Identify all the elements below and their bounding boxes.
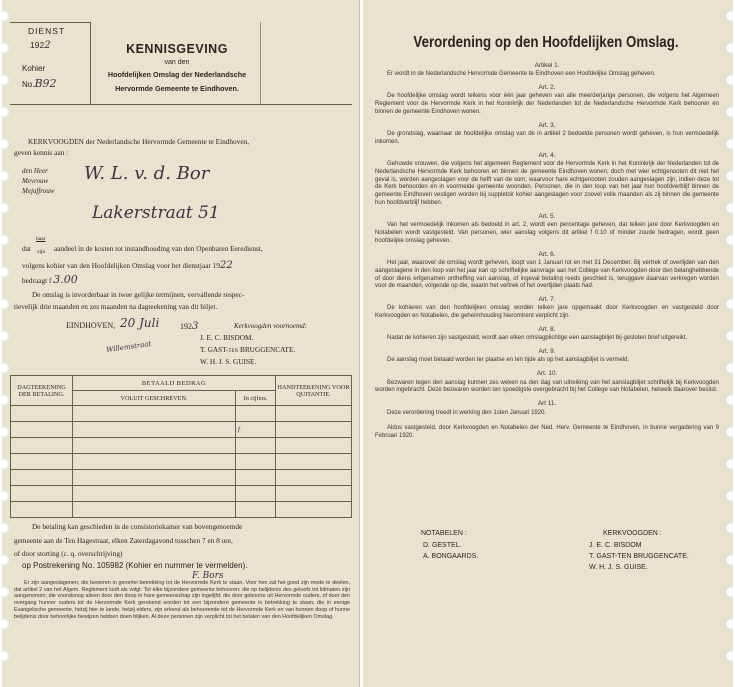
- kohier-label: Kohier: [22, 64, 46, 73]
- article-heading: Art. 10.: [536, 370, 558, 378]
- table-cell[interactable]: [236, 438, 276, 454]
- intro-line-2: geven kennis aan :: [14, 148, 69, 157]
- article-text: Nadat de kohieren zijn vastgesteld, wordt aan elken omslagplichtige een aanslagbiljet bij gesloten brief uitgereikt.: [387, 335, 688, 342]
- kerkvoogden-voornoemd: Kerkvoogden voornoemd:: [234, 322, 307, 330]
- salutation-mejuffrouw: Mejuffrouw: [22, 187, 55, 195]
- article: [375, 348, 719, 365]
- table-cell[interactable]: [73, 486, 236, 502]
- punch-hole: [725, 234, 733, 246]
- col-handteekening: HANDTEEKENING VOOR QUITANTIE.: [276, 376, 352, 406]
- article: [375, 62, 719, 79]
- divider: [10, 104, 352, 105]
- kerkvoogd-guise: W. H. J. S. GUISE.: [589, 564, 648, 571]
- punch-hole: [2, 298, 10, 310]
- col-dagteekening: DAGTEEKENING DER BETALING.: [11, 376, 73, 406]
- notabel-bongaards: A. BONGAARDS.: [423, 553, 479, 560]
- punch-hole: [725, 586, 733, 598]
- regulation-title: Verordening op den Hoofdelijken Omslag.: [413, 34, 679, 51]
- payment-table: [10, 375, 352, 518]
- article-text: Van het vermoedelijk inkomen als bedoeld in art. 2, wordt een percentage geheven, dat telken jare door Kerkvoogden en Notabelen wordt vastgesteld. Van personen, wier aanslag volgens dit artikel f 0.10 of minder zoude bedragen, wordt geen hoofdelijke omslag geheven.: [375, 222, 719, 244]
- punch-hole: [2, 650, 10, 662]
- table-cell[interactable]: [236, 486, 276, 502]
- signer-guise: W. H. J. S. GUISE.: [200, 357, 257, 366]
- table-cell[interactable]: [276, 438, 352, 454]
- punch-hole: [2, 522, 10, 534]
- table-cell[interactable]: [73, 502, 236, 518]
- article: [375, 326, 719, 343]
- amount-cell[interactable]: f: [236, 422, 276, 438]
- punch-hole: [2, 42, 10, 54]
- punch-hole: [2, 426, 10, 438]
- punch-hole: [2, 138, 10, 150]
- punch-hole: [725, 170, 733, 182]
- article-heading: Art. 4.: [538, 151, 556, 159]
- article-text: Gehuwde vrouwen, die volgens het algemeen Reglement voor de Hervormde Kerk in het Koninkrijk der Nederlanden tot de Nederlandsche Hervormde Kerk behooren en binnen de gemeente Eindhoven wonen, doch met wier echtgenooten dit niet het geval is, worden aangeslagen voor de helft van de som, waarvoor hare echtgenooten zouden aangeslagen zijn, indien deze tot de Kerk behoorden en in voormelde gemeente woonden. Personen, die in den loop van het jaar hun hoofdverblijf binnen de gemeente Eindhoven vestigen worden bij suppletoir kohier aangeslagen voor zoovel volle maanden als zij binnen die gemeente hun hoofdverblijf hebben.: [375, 161, 719, 207]
- article-text: De kohieren van den hoofdelijken omslag worden telken jare opgemaakt door Kerkvoogden en vastgesteld door Kerkvoogden en Notabelen, die geheimhouding hieromtrent verplicht zijn.: [375, 305, 719, 320]
- article: [375, 84, 719, 117]
- small-print: Er zijn aangeslagenen, die beweren in generlei betrekking tot de Hervormde Kerk te staan. Voor hen zal het goed zijn mede te deelen, dat artikel 2 van het Algem. Reglement luidt als volgt: Tot elke bijzondere gemeente behooren: die op belijdenis des geloofs tot lidmaten zijn aangenomen; die vooralsnog alleen door den doop in hare gemeenschap zijn ingelijfd; die door geboorte uit Hervormde ouders, of door den overgang hunner ouders tot de Hervormde Kerk gerekend worden tot een bijzondere gemeente in betrekking te staan; die in eenige Evangelische gemeente, hetzij hier te lande, hetzij elders, zijn erkend als behoorende tot de Hervormde Kerk en van hunnen doop of hunne belijdenis door behoorlijke bewijzen hebben doen blijken. Al deze personen zijn verplicht tot het betalen van den Hoofdelijken Omslag.: [14, 580, 350, 620]
- punch-hole: [2, 618, 10, 630]
- signer-gast: T. GAST-TEN BRUGGENCATE.: [200, 345, 296, 354]
- article-text: Er wordt in de Nederlandsche Hervormde Gemeente te Eindhoven een Hoofdelijke Omslag geheven.: [387, 71, 656, 78]
- table-cell[interactable]: [73, 422, 236, 438]
- col-cijfers: In cijfers.: [236, 391, 276, 406]
- punch-hole: [2, 234, 10, 246]
- haar-option: haar: [36, 236, 46, 242]
- table-cell[interactable]: [73, 454, 236, 470]
- article-heading: Art. 5.: [538, 212, 556, 220]
- table-cell[interactable]: [276, 422, 352, 438]
- punch-hole: [725, 426, 733, 438]
- divider: [260, 22, 261, 104]
- betaling-line-2: gemeente aan de Ten Hagestraat, elken Zaterdagavond tusschen 7 en 8 ure,: [14, 536, 233, 545]
- table-cell[interactable]: [276, 486, 352, 502]
- handwritten-street: Lakerstraat 51: [92, 203, 220, 223]
- punch-hole: [725, 458, 733, 470]
- article-text: De aanslag moet betaald worden ter plaatse en ten tijde als op het aanslagbiljet is vermeld.: [387, 357, 630, 364]
- salutation-heer: den Heer: [22, 167, 48, 175]
- article: [375, 122, 719, 147]
- punch-hole: [2, 362, 10, 374]
- punch-hole: [725, 522, 733, 534]
- article: [375, 213, 719, 246]
- col-betaald-bedrag: BETAALD BEDRAG: [73, 376, 276, 391]
- kerkvoogden-label: KERKVOOGDEN :: [603, 530, 662, 537]
- table-cell[interactable]: [236, 470, 276, 486]
- notabel-gestel: D. GESTEL.: [423, 542, 462, 549]
- punch-hole: [725, 138, 733, 150]
- punch-hole: [2, 586, 10, 598]
- article-heading: Art. 2.: [538, 84, 556, 92]
- signer-bisdom: J. E. C. BISDOM.: [200, 333, 254, 342]
- invorder-line-2: tievelijk drie maanden en zes maanden na dagteekening van dit biljet.: [14, 302, 218, 311]
- betaling-line-3: of door storting (c. q. overschrijving): [14, 549, 123, 558]
- kerkvoogd-bisdom: J. E. C. BISDOM: [589, 542, 642, 549]
- table-cell[interactable]: [236, 502, 276, 518]
- punch-hole: [725, 394, 733, 406]
- article: [375, 152, 719, 208]
- table-cell[interactable]: [11, 502, 73, 518]
- table-cell[interactable]: [236, 406, 276, 422]
- punch-hole: [725, 10, 733, 22]
- notabelen-label: NOTABELEN :: [421, 530, 467, 537]
- punch-hole: [725, 298, 733, 310]
- divider: [90, 22, 91, 104]
- zijn-option: zijn: [37, 249, 46, 255]
- article-list: [375, 62, 719, 441]
- punch-hole: [725, 650, 733, 662]
- notice-form-page: [2, 0, 360, 687]
- punch-hole: [2, 10, 10, 22]
- punch-hole: [725, 42, 733, 54]
- notice-subtitle-2: Hervormde Gemeente te Eindhoven.: [115, 84, 239, 93]
- article-text: Bezwaren tegen den aanslag kunnen zes weken na den dag van uitreiking van het aanslagbiljet schriftelijk bij Kerkvoogden worden ingebracht. Deze bezwaren worden ten spoedigste overgebracht bij het College van Notabelen, hetwelk daarover beslist.: [375, 379, 719, 394]
- handwritten-name: W. L. v. d. Bor: [84, 163, 210, 184]
- table-cell[interactable]: [73, 438, 236, 454]
- volgens-text: volgens kohier van den Hoofdelijken Omslag voor het dienstjaar 1922: [22, 260, 233, 271]
- aandeel-text: aandeel in de kosten tot instandhouding van den Openbaren Eeredienst,: [54, 244, 263, 253]
- table-cell[interactable]: [11, 422, 73, 438]
- closing-text: Aldus vastgesteld, door Kerkvoogden en Notabelen der Ned. Herv. Gemeente te Eindhoven, in bunne vergadering van 9 Februari 1920.: [375, 425, 719, 440]
- intro-line: KERKVOOGDEN der Nederlandsche Hervormde Gemeente te Eindhoven,: [28, 137, 250, 146]
- table-cell[interactable]: [11, 454, 73, 470]
- invorder-line-1: De omslag is invorderbaar in twee gelijke termijnen, vervallende respec-: [32, 290, 245, 299]
- punch-hole: [2, 554, 10, 566]
- article-text: De hoofdelijke omslag wordt telkens voor één jaar geheven van alle meerderjarige personen, die volgens het Algemeen Reglement voor de Hervormde Kerk in het Koninkrijk der Nederlanden tot de Nederlandsche Hervormde Kerk behooren en binnen de gemeente Eindhoven wonen.: [375, 93, 719, 116]
- article: [375, 370, 719, 395]
- punch-hole: [725, 362, 733, 374]
- punch-hole: [725, 106, 733, 118]
- punch-hole: [725, 266, 733, 278]
- punch-hole: [2, 170, 10, 182]
- divider: [10, 22, 90, 23]
- bedraagt-text: bedraagt f 3.00: [22, 273, 78, 286]
- table-cell[interactable]: [73, 406, 236, 422]
- kerkvoogd-gast: T. GAST-TEN BRUGGENCATE.: [589, 553, 689, 560]
- punch-hole: [2, 106, 10, 118]
- article-heading: Artikel 1.: [534, 62, 560, 69]
- van-den: van den: [164, 59, 190, 66]
- postrekening-line: op Postrekening No. 105982 (Kohier en nummer te vermelden).: [22, 561, 248, 570]
- punch-hole: [2, 394, 10, 406]
- date-year: 1923: [180, 321, 199, 332]
- handwritten-signature: Willemstraat: [105, 339, 152, 355]
- punch-hole: [725, 74, 733, 86]
- punch-hole: [725, 202, 733, 214]
- table-cell[interactable]: [276, 470, 352, 486]
- article: [375, 251, 719, 292]
- article: [375, 296, 719, 321]
- dat-label: dat: [22, 244, 31, 253]
- table-cell[interactable]: [276, 406, 352, 422]
- punch-hole: [2, 330, 10, 342]
- article-heading: Art. 3.: [538, 121, 556, 129]
- table-cell[interactable]: [11, 438, 73, 454]
- punch-hole: [725, 330, 733, 342]
- article-text: Het jaar, waarover de omslag wordt geheven, loopt van 1 Januari tot en met 31 December. Bij vertrek of overlijden van den aangeslagene in den loop van het jaar kan op schriftelijke aanvrage aan het College van Kerkvoogden door den belanghebbende of door diens erfgenamen ontheffing van aanslag, of ingeval betaling reeds geschied is, teruggave daarvan verkregen worden voor de maanden, volgende op die, waarin het vertrek of het overlijden plaats had.: [375, 259, 719, 290]
- salutation-mevrouw: Mevrouw: [22, 177, 49, 185]
- regulation-page: [363, 0, 733, 687]
- punch-hole: [2, 74, 10, 86]
- punch-hole: [725, 554, 733, 566]
- punch-hole: [2, 202, 10, 214]
- betaling-line-1: De betaling kan geschieden in de consistoriekamer van bovengenoemde: [32, 522, 243, 531]
- punch-hole: [2, 490, 10, 502]
- punch-hole: [2, 458, 10, 470]
- table-cell[interactable]: [11, 486, 73, 502]
- punch-hole: [2, 266, 10, 278]
- handwritten-date: 20 Juli: [120, 316, 160, 330]
- article-heading: Art. 9.: [538, 348, 556, 356]
- table-cell[interactable]: [11, 470, 73, 486]
- table-cell[interactable]: [11, 406, 73, 422]
- article-heading: Art. 7.: [538, 296, 556, 304]
- handwritten-initials: F. Bors: [192, 571, 224, 581]
- table-cell[interactable]: [276, 454, 352, 470]
- col-voluit: VOLUIT GESCHREVEN.: [73, 391, 236, 406]
- kohier-number: No.B92: [22, 77, 57, 90]
- article-text: Deze verordening treedt in werking den 1sten Januari 1920.: [387, 409, 547, 416]
- article-text: De grondslag, waarnaar de hoofdelijke omslag van de in artikel 2 bedoelde personen wordt geheven, is hun vermoedelijk inkomen.: [375, 131, 719, 145]
- article-heading: Art. 8.: [538, 326, 556, 334]
- article: [375, 400, 719, 417]
- dienst-year: 1922: [30, 40, 51, 51]
- dienst-label: DIENST: [28, 26, 66, 36]
- punch-hole: [725, 618, 733, 630]
- notice-heading: KENNISGEVING: [126, 42, 228, 56]
- table-cell[interactable]: [73, 470, 236, 486]
- eindhoven-label: EINDHOVEN,: [66, 321, 116, 330]
- article-heading: Art. 6.: [538, 250, 556, 258]
- article-heading: Art 11.: [537, 400, 557, 408]
- notice-subtitle-1: Hoofdelijken Omslag der Nederlandsche: [107, 70, 247, 79]
- table-cell[interactable]: [276, 502, 352, 518]
- punch-hole: [725, 490, 733, 502]
- table-cell[interactable]: [236, 454, 276, 470]
